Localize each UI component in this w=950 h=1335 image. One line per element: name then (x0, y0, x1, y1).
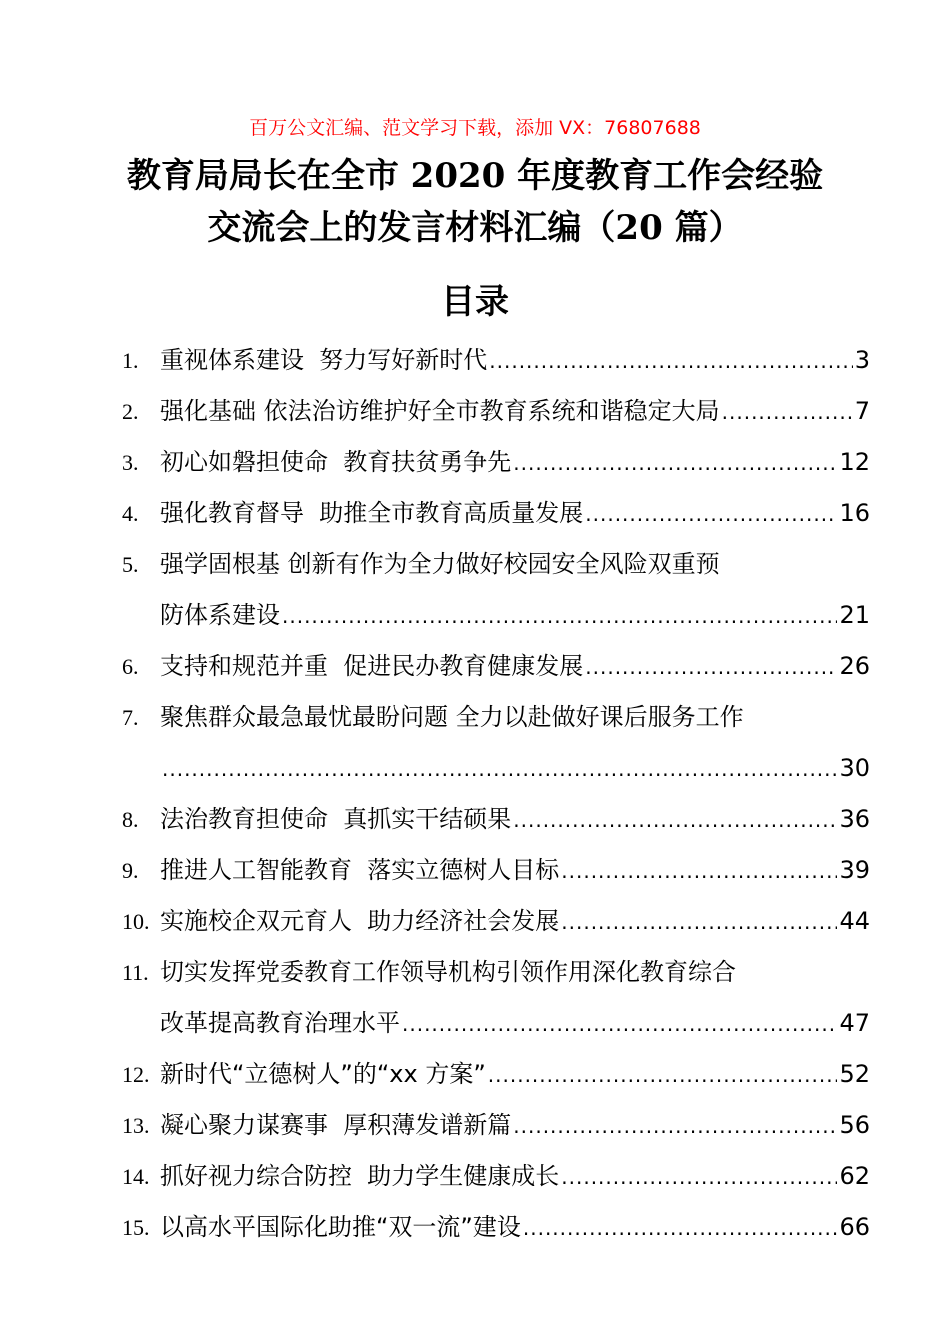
toc-entry-number: 10. (122, 909, 150, 934)
toc-entry-page-number: 66 (839, 1213, 870, 1241)
toc-entry-line (160, 437, 870, 488)
toc-entry-body (160, 488, 870, 539)
toc-entry-line (160, 1100, 870, 1151)
watermark-banner: 百万公文汇编、范文学习下载，添加 VX：76807688 (249, 117, 701, 139)
toc-entry-title-first-line: 切实发挥党委教育工作领导机构引领作用深化教育综合 (160, 958, 736, 986)
toc-entry-page-number: 7 (854, 397, 870, 425)
toc-entry-title: 改革提高教育治理水平 (160, 1009, 400, 1037)
toc-entry[interactable] (122, 641, 870, 692)
toc-entry[interactable] (122, 1049, 870, 1100)
toc-entry-body (160, 1049, 870, 1100)
toc-entry[interactable] (122, 1202, 870, 1253)
toc-entry-title: 实施校企双元育人 助力经济社会发展 (160, 907, 560, 935)
toc-entry-body (160, 386, 870, 437)
toc-entry-title: 强化基础 依法治访维护好全市教育系统和谐稳定大局 (160, 397, 720, 425)
toc-entry[interactable] (122, 488, 870, 539)
toc-entry-body (160, 692, 870, 794)
toc-entry[interactable] (122, 1100, 870, 1151)
toc-dot-leader (402, 999, 837, 1049)
toc-entry-page-number: 16 (839, 499, 870, 527)
toc-entry[interactable] (122, 794, 870, 845)
toc-dot-leader (513, 438, 837, 488)
document-title-line-2: 交流会上的发言材料汇编（20 篇） (207, 208, 743, 248)
toc-entry-page-number: 30 (839, 754, 870, 782)
toc-entry-title: 凝心聚力谋赛事 厚积薄发谱新篇 (160, 1111, 512, 1139)
toc-entry-title: 初心如磐担使命 教育扶贫勇争先 (160, 448, 512, 476)
toc-dot-leader (561, 846, 837, 896)
toc-entry-page-number: 44 (839, 907, 870, 935)
toc-entry-number: 14. (122, 1164, 150, 1189)
toc-entry[interactable] (122, 335, 870, 386)
toc-entry-body (160, 896, 870, 947)
toc-dot-leader (489, 336, 852, 386)
toc-entry-body (160, 1202, 870, 1253)
toc-entry[interactable] (122, 896, 870, 947)
toc-entry-line (160, 896, 870, 947)
toc-entry-body (160, 1151, 870, 1202)
toc-entry-body (160, 641, 870, 692)
toc-entry-body (160, 437, 870, 488)
toc-entry[interactable] (122, 845, 870, 896)
toc-entry-number: 3. (122, 450, 139, 475)
toc-entry-page-number: 39 (839, 856, 870, 884)
toc-entry-title: 抓好视力综合防控 助力学生健康成长 (160, 1162, 560, 1190)
toc-entry-title: 推进人工智能教育 落实立德树人目标 (160, 856, 560, 884)
toc-entry[interactable] (122, 437, 870, 488)
toc-entry-line (160, 1049, 870, 1100)
toc-entry-line (160, 794, 870, 845)
toc-entry-body (160, 1100, 870, 1151)
toc-entry-number: 6. (122, 654, 139, 679)
toc-dot-leader (488, 1050, 838, 1100)
toc-entry-number: 8. (122, 807, 139, 832)
document-title-line-1: 教育局局长在全市 2020 年度教育工作会经验 (126, 156, 824, 196)
toc-entry-line (160, 845, 870, 896)
toc-entry-page-number: 36 (839, 805, 870, 833)
toc-entry-title: 以高水平国际化助推“双一流”建设 (160, 1213, 521, 1241)
toc-entry[interactable] (122, 539, 870, 641)
toc-entry-body (160, 794, 870, 845)
toc-heading: 目录 (441, 282, 509, 322)
toc-entry-line (160, 386, 870, 437)
toc-entry-page-number: 52 (839, 1060, 870, 1088)
document-title (60, 150, 890, 254)
toc-entry-number: 4. (122, 501, 139, 526)
toc-entry[interactable] (122, 947, 870, 1049)
toc-entry-body (160, 539, 870, 641)
toc-dot-leader (561, 897, 837, 947)
toc-entry-line (160, 1151, 870, 1202)
toc-entry-page-number: 12 (839, 448, 870, 476)
table-of-contents (122, 335, 870, 1253)
toc-entry-number: 15. (122, 1215, 150, 1240)
toc-entry-number: 9. (122, 858, 139, 883)
toc-entry-title-first-line: 聚焦群众最急最忧最盼问题 全力以赴做好课后服务工作 (160, 703, 744, 731)
toc-entry-line (160, 641, 870, 692)
toc-entry[interactable] (122, 1151, 870, 1202)
toc-entry-title: 强化教育督导 助推全市教育高质量发展 (160, 499, 584, 527)
toc-entry-number: 7. (122, 705, 139, 730)
toc-entry-line (160, 1202, 870, 1253)
toc-entry-page-number: 26 (839, 652, 870, 680)
toc-dot-leader (513, 1101, 837, 1151)
toc-dot-leader (585, 489, 837, 539)
toc-entry-title: 新时代“立德树人”的“xx 方案” (160, 1060, 486, 1088)
toc-dot-leader (585, 642, 837, 692)
toc-entry-title: 重视体系建设 努力写好新时代 (160, 346, 488, 374)
toc-dot-leader (722, 387, 853, 437)
toc-dot-leader (523, 1203, 838, 1253)
toc-entry-body (160, 335, 870, 386)
toc-entry-page-number: 62 (839, 1162, 870, 1190)
toc-dot-leader (513, 795, 837, 845)
toc-entry-page-number: 21 (839, 601, 870, 629)
toc-dot-leader (282, 591, 837, 641)
toc-entry-line (160, 998, 870, 1049)
toc-entry-number: 1. (122, 348, 139, 373)
toc-entry-title: 防体系建设 (160, 601, 280, 629)
toc-entry-page-number: 56 (839, 1111, 870, 1139)
toc-entry-line (160, 590, 870, 641)
toc-entry-number: 11. (122, 960, 149, 985)
toc-entry-body (160, 947, 870, 1049)
toc-entry-number: 2. (122, 399, 139, 424)
toc-dot-leader (162, 744, 837, 794)
toc-entry[interactable] (122, 692, 870, 794)
toc-entry-title: 支持和规范并重 促进民办教育健康发展 (160, 652, 584, 680)
toc-entry-page-number: 3 (854, 346, 870, 374)
toc-dot-leader (561, 1152, 837, 1202)
toc-entry-line (160, 488, 870, 539)
toc-entry-line (160, 335, 870, 386)
toc-entry-title: 法治教育担使命 真抓实干结硕果 (160, 805, 512, 833)
toc-entry-number: 5. (122, 552, 139, 577)
toc-entry-line (160, 743, 870, 794)
toc-entry-number: 13. (122, 1113, 150, 1138)
toc-entry-number: 12. (122, 1062, 150, 1087)
toc-entry-page-number: 47 (839, 1009, 870, 1037)
toc-entry[interactable] (122, 386, 870, 437)
toc-entry-title-first-line: 强学固根基 创新有作为全力做好校园安全风险双重预 (160, 550, 720, 578)
toc-entry-body (160, 845, 870, 896)
